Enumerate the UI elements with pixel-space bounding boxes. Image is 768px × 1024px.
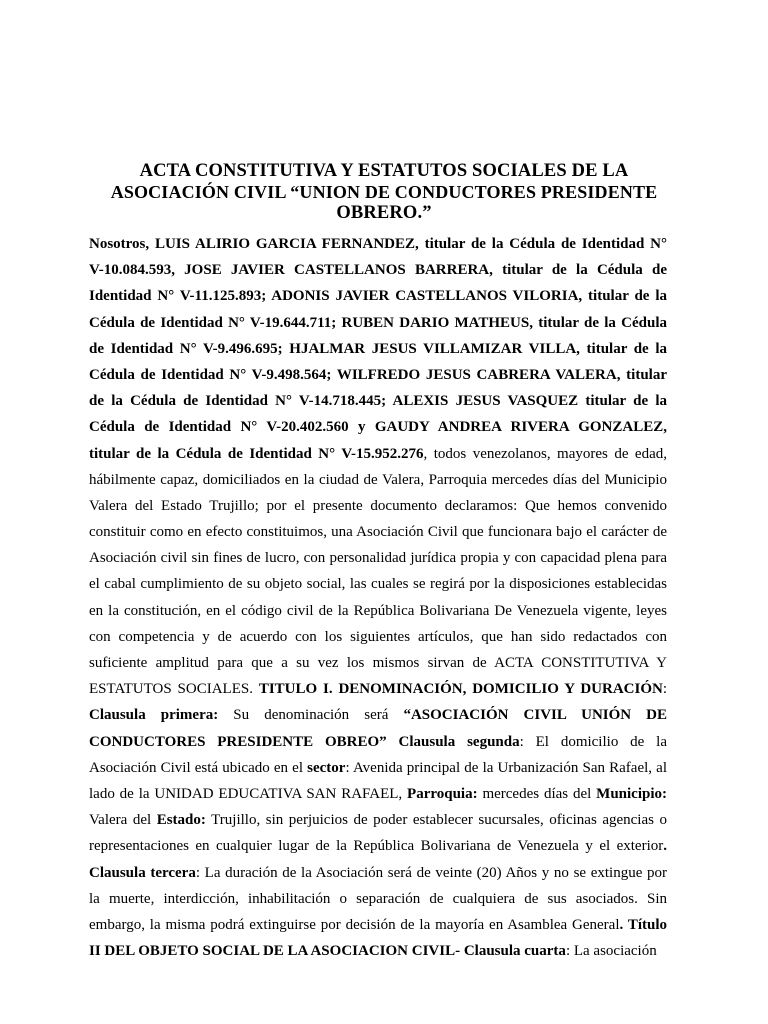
body-line: [89, 755, 667, 781]
text-run: .: [663, 838, 667, 855]
text-run: Asociación civil sin fines de lucro, con personalidad jurídica propia y con capacidad plena para: [89, 550, 667, 567]
text-run: Nosotros, LUIS ALIRIO GARCIA FERNANDEZ, titular de la Cédula de Identidad N°: [89, 236, 667, 252]
text-run: :: [662, 681, 667, 698]
text-run: lado de la UNIDAD EDUCATIVA SAN RAFAEL,: [89, 785, 408, 802]
body-line: [89, 650, 667, 676]
body-line: [89, 571, 667, 597]
text-run: II DEL OBJETO SOCIAL DE LA ASOCIACION CIVIL- Clausula cuarta: [89, 943, 566, 960]
body-line: [89, 833, 667, 859]
text-run: sector: [307, 759, 346, 776]
text-run: Su denominación será: [218, 707, 404, 724]
text-run: en la constitución, en el código civil de la República Bolivariana De Venezuela vigente, leyes: [89, 602, 667, 619]
title-line-2: ASOCIACIÓN CIVIL “UNION DE CONDUCTORES PRESIDENTE: [110, 182, 658, 202]
text-run: de Identidad N° V-9.496.695; HJALMAR JESUS VILLAMIZAR VILLA, titular de la: [89, 340, 667, 357]
text-run: Clausula segunda: [398, 733, 520, 750]
text-run: CONDUCTORES PRESIDENTE OBREO”: [89, 733, 387, 750]
text-run: de la Cédula de Identidad N° V-14.718.445; ALEXIS JESUS VASQUEZ titular de la: [89, 393, 667, 410]
body-line: [89, 598, 667, 624]
body-line: [89, 624, 667, 650]
text-run: Cédula de Identidad N° V-9.498.564; WILFREDO JESUS CABRERA VALERA, titular: [89, 366, 667, 383]
text-run: constituir como en efecto constituimos, una Asociación Civil que funcionara bajo el carácter de: [89, 524, 667, 541]
text-run: : La asociación: [565, 943, 657, 960]
text-run: suficiente amplitud para que a su vez los mismos sirvan de ACTA CONSTITUTIVA Y: [89, 655, 667, 671]
body-line: [89, 807, 667, 833]
body-line: [89, 519, 667, 545]
body-line: [89, 388, 667, 414]
text-run: Clausula tercera: [89, 864, 196, 881]
body-line: [89, 702, 667, 728]
text-run: : El domicilio de la: [519, 733, 667, 750]
document-title: [110, 161, 658, 224]
body-line: [89, 310, 667, 336]
body-line: [89, 362, 667, 388]
text-run: [387, 734, 399, 750]
body-line: [89, 676, 667, 702]
text-run: V-10.084.593, JOSE JAVIER CASTELLANOS BARRERA, titular de la Cédula de: [89, 262, 667, 279]
text-run: representaciones en cualquier lugar de la República Bolivariana de Venezuela y el exterior: [89, 838, 664, 855]
text-run: Clausula primera:: [89, 707, 219, 724]
text-run: mercedes días del: [477, 785, 597, 802]
text-run: Identidad N° V-11.125.893; ADONIS JAVIER CASTELLANOS VILORIA, titular de la: [89, 288, 667, 305]
document-body: [89, 231, 667, 964]
body-line: [89, 729, 667, 755]
title-line-3: OBRERO.”: [336, 203, 432, 223]
text-run: Cédula de Identidad N° V-19.644.711; RUBEN DARIO MATHEUS, titular de la Cédula: [89, 314, 667, 331]
body-line: [89, 781, 667, 807]
text-run: hábilmente capaz, domiciliados en la ciudad de Valera, Parroquia mercedes días del Municipio: [89, 471, 667, 488]
text-run: la muerte, interdicción, inhabilitación o separación de cualquiera de sus asociados. Sin: [89, 890, 667, 907]
text-run: Estado:: [156, 812, 206, 829]
text-run: TITULO I. DENOMINACIÓN, DOMICILIO Y DURACIÓN: [258, 681, 663, 698]
body-line: [89, 493, 667, 519]
body-line: [89, 467, 667, 493]
text-run: el cabal cumplimiento de su objeto social, las cuales se regirá por la disposiciones establecidas: [89, 576, 667, 593]
title-line-1: ACTA CONSTITUTIVA Y ESTATUTOS SOCIALES DE LA: [139, 161, 629, 181]
text-run: : La duración de la Asociación será de veinte (20) Años y no se extingue por: [195, 864, 667, 881]
body-line: [89, 441, 667, 467]
body-line: [89, 283, 667, 309]
text-run: Cédula de Identidad N° V-20.402.560 y GAUDY ANDREA RIVERA GONZALEZ,: [89, 419, 667, 436]
text-run: Asociación Civil está ubicado en el: [89, 759, 308, 776]
text-run: titular de la Cédula de Identidad N° V-15.952.276: [89, 445, 424, 462]
text-run: con competencia y de acuerdo con los siguientes artículos, que han sido redactados con: [89, 628, 667, 645]
text-run: Trujillo, sin perjuicios de poder establecer sucursales, oficinas agencias o: [205, 812, 667, 829]
text-run: . Título: [619, 916, 667, 933]
text-run: Valera del Estado Trujillo; por el presente documento declaramos: Que hemos convenido: [89, 497, 667, 514]
text-run: : Avenida principal de la Urbanización San Rafael, al: [345, 759, 667, 776]
body-line: [89, 257, 667, 283]
text-run: , todos venezolanos, mayores de edad,: [423, 445, 667, 462]
text-run: Municipio:: [596, 785, 667, 802]
text-run: Valera del: [89, 812, 157, 829]
text-run: embargo, la misma podrá extinguirse por decisión de la mayoría en Asamblea General: [89, 916, 620, 933]
text-run: Parroquia:: [407, 785, 478, 802]
body-line: [89, 886, 667, 912]
body-line: [89, 414, 667, 440]
body-line: [89, 938, 667, 964]
body-line: [89, 912, 667, 938]
text-run: “ASOCIACIÓN CIVIL UNIÓN DE: [403, 707, 667, 724]
body-line: [89, 545, 667, 571]
body-line: [89, 231, 667, 257]
text-run: ESTATUTOS SOCIALES.: [89, 681, 259, 698]
body-line: [89, 860, 667, 886]
body-line: [89, 336, 667, 362]
